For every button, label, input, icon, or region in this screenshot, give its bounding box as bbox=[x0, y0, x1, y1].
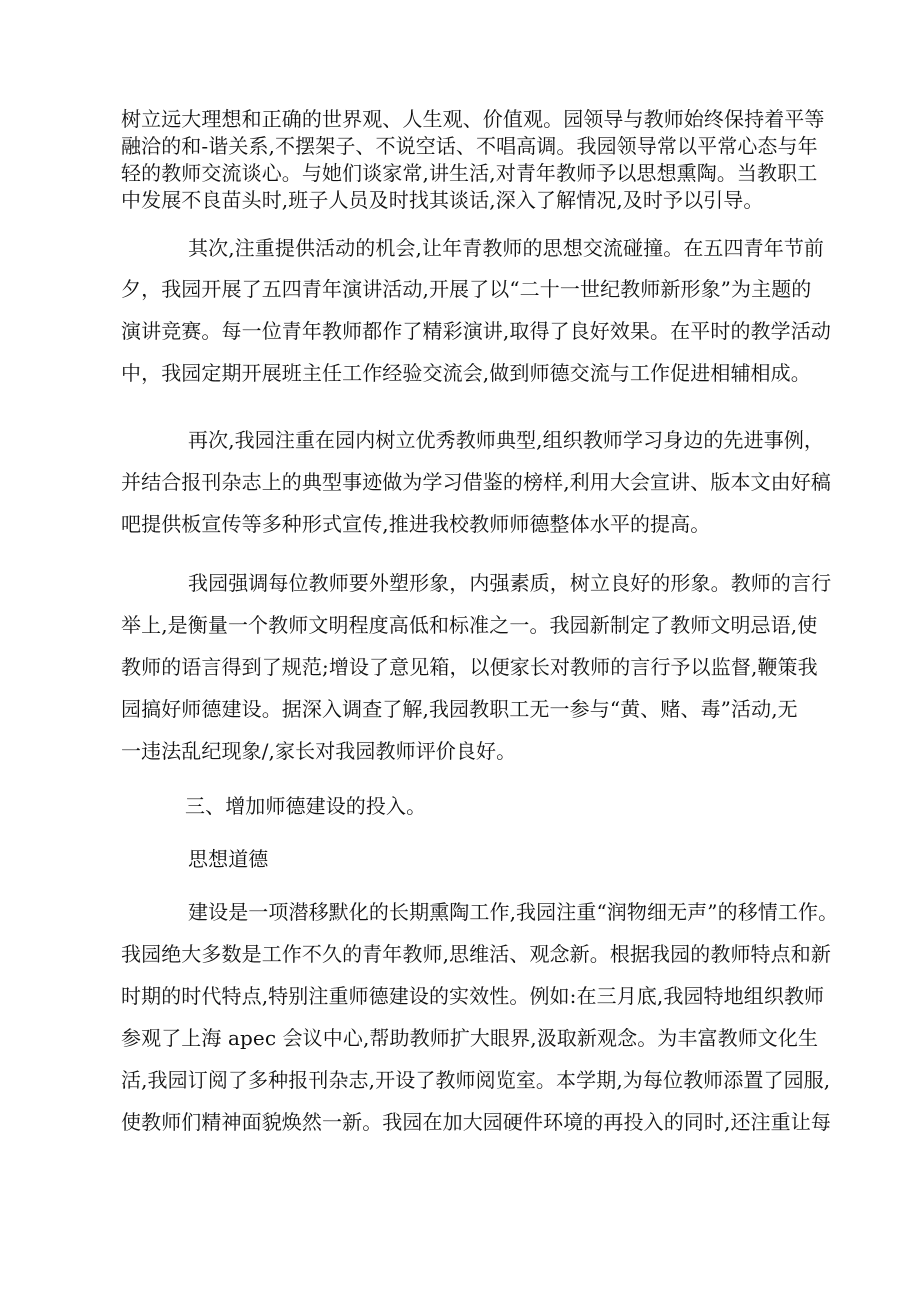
text-line: 一违法乱纪现象/,家长对我园教师评价良好。 bbox=[121, 739, 517, 763]
text-line: 中，我园定期开展班主任工作经验交流会,做到师德交流与工作促进相辅相成。 bbox=[121, 361, 811, 385]
section-heading: 三、增加师德建设的投入。 bbox=[185, 794, 427, 818]
text-line: 吧提供板宣传等多种形式宣传,推进我校教师师德整体水平的提高。 bbox=[121, 512, 711, 536]
paragraph-start-line: 其次,注重提供活动的机会,让年青教师的思想交流碰撞。在五四青年节前 bbox=[188, 236, 825, 260]
text-line: 中发展不良苗头时,班子人员及时找其谈话,深入了解情况,及时予以引导。 bbox=[121, 188, 764, 212]
text-line: 活,我园订阅了多种报刊杂志,开设了教师阅览室。本学期,为每位教师添置了园服, bbox=[121, 1068, 831, 1092]
paragraph-start-line: 再次,我园注重在园内树立优秀教师典型,组织教师学习身边的先进事例， bbox=[188, 428, 825, 452]
paragraph-start-line: 我园强调每位教师要外塑形象，内强素质，树立良好的形象。教师的言行 bbox=[188, 571, 832, 595]
paragraph-start-line: 建设是一项潜移默化的长期熏陶工作,我园注重“润物细无声”的移情工作。 bbox=[188, 900, 839, 924]
text-line: 举上,是衡量一个教师文明程度高低和标准之一。我园新制定了教师文明忌语,使 bbox=[121, 613, 818, 637]
text-line: 树立远大理想和正确的世界观、人生观、价值观。园领导与教师始终保持着平等 bbox=[121, 107, 825, 131]
text-line: 夕，我园开展了五四青年演讲活动,开展了以“二十一世纪教师新形象”为主题的 bbox=[121, 277, 812, 301]
text-line: 并结合报刊杂志上的典型事迹做为学习借鉴的榜样,利用大会宣讲、版本文由好稿 bbox=[121, 470, 831, 494]
text-line: 时期的时代特点,特别注重师德建设的实效性。例如:在三月底,我园特地组织教师 bbox=[121, 984, 825, 1008]
text-line: 我园绝大多数是工作不久的青年教师,思维活、观念新。根据我园的教师特点和新 bbox=[121, 942, 831, 966]
text-line: 教师的语言得到了规范;增设了意见箱，以便家长对教师的言行予以监督,鞭策我 bbox=[121, 655, 818, 679]
text-line: 使教师们精神面貌焕然一新。我园在加大园硬件环境的再投入的同时,还注重让每 bbox=[121, 1110, 831, 1134]
text-line: 参观了上海 apec 会议中心,帮助教师扩大眼界,汲取新观念。为丰富教师文化生 bbox=[121, 1026, 819, 1050]
subheading: 思想道德 bbox=[188, 847, 269, 871]
text-line: 融洽的和-谐关系,不摆架子、不说空话、不唱高调。我园领导常以平常心态与年 bbox=[121, 134, 818, 158]
text-line: 演讲竞赛。每一位青年教师都作了精彩演讲,取得了良好效果。在平时的教学活动 bbox=[121, 319, 831, 343]
text-line: 园搞好师德建设。据深入调查了解,我园教职工无一参与“黄、赌、毒”活动,无 bbox=[121, 697, 798, 721]
text-line: 轻的教师交流谈心。与她们谈家常,讲生活,对青年教师予以思想熏陶。当教职工 bbox=[121, 161, 818, 185]
